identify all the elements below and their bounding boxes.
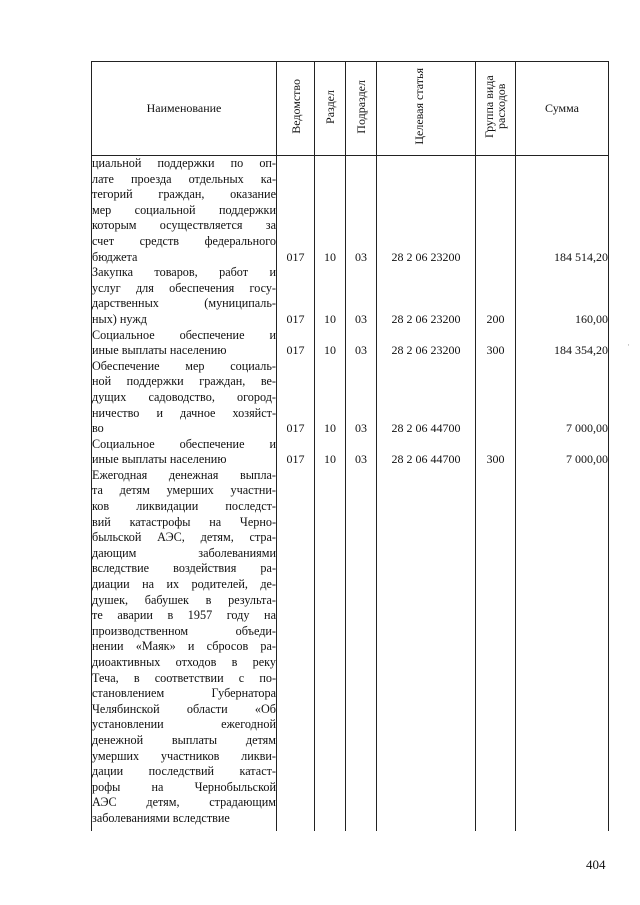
row-subsection: 03 <box>346 328 377 359</box>
header-name: Наименование <box>92 62 277 156</box>
header-section-label: Раздел <box>323 89 337 124</box>
row-name-line: вий катастрофы на Черно- <box>92 514 276 529</box>
row-name-line: Социальное обеспечение и <box>92 436 276 451</box>
row-name-line: Челябинской области «Об <box>92 701 276 716</box>
row-section: 10 <box>315 156 346 266</box>
page-number: 404 <box>586 857 606 872</box>
row-name-line: услуг для обеспечения госу- <box>92 280 276 295</box>
row-name-line: те аварии в 1957 году на <box>92 608 276 623</box>
row-dept: 017 <box>277 156 315 266</box>
row-sum: 160,00 <box>516 265 609 327</box>
header-exp-group-label: Группа вида расходов <box>481 75 508 138</box>
table-row <box>92 359 609 437</box>
spacer-cell <box>346 827 377 831</box>
row-section: 10 <box>315 437 346 468</box>
row-section: 10 <box>315 328 346 359</box>
row-name-line: ной поддержки граждан, ве- <box>92 374 276 389</box>
row-exp-group: 200 <box>476 265 516 327</box>
header-subsection <box>346 62 377 156</box>
row-sum <box>516 468 609 827</box>
row-sum: 184 354,20 <box>516 328 609 359</box>
header-row <box>92 62 609 156</box>
table-row <box>92 328 609 359</box>
table-row <box>92 265 609 327</box>
spacer-cell <box>377 827 476 831</box>
row-name-line: мер социальной поддержки <box>92 202 276 217</box>
row-name-line: производственном объеди- <box>92 623 276 638</box>
row-name-line: вследствие воздействия ра- <box>92 561 276 576</box>
row-name-line: во <box>92 421 104 436</box>
row-subsection: 03 <box>346 437 377 468</box>
row-name-line: душек, бабушек в результа- <box>92 592 276 607</box>
row-name-line: дущих садоводство, огород- <box>92 389 276 404</box>
row-name-line: диоактивных отходов в реку <box>92 655 276 669</box>
row-name-line: ков ликвидации последст- <box>92 499 276 514</box>
header-dept <box>277 62 315 156</box>
row-subsection: 03 <box>346 359 377 437</box>
row-name-line: иные выплаты населению <box>92 452 227 467</box>
row-dept: 017 <box>277 437 315 468</box>
row-name-line: та детям умерших участни- <box>92 483 276 498</box>
row-sum: 184 514,20 <box>516 156 609 266</box>
table-row <box>92 468 609 827</box>
header-exp-group <box>476 62 516 156</box>
row-sum: 7 000,00 <box>516 437 609 468</box>
row-name <box>92 359 277 437</box>
row-name-line: дации последствий катаст- <box>92 764 276 779</box>
row-name <box>92 437 277 468</box>
row-target: 28 2 06 44700 <box>377 437 476 468</box>
row-name-line: дарственных (муниципаль- <box>92 296 276 311</box>
row-name-line: заболеваниями вследствие <box>92 810 230 825</box>
table-body <box>92 156 609 831</box>
row-target: 28 2 06 23200 <box>377 156 476 266</box>
spacer-cell <box>92 827 277 831</box>
margin-mark: · <box>627 340 630 350</box>
row-name-line: Теча, в соответствии с по- <box>92 670 276 685</box>
row-name-line: тегорий граждан, оказание <box>92 187 276 202</box>
row-section <box>315 468 346 827</box>
header-dept-label: Ведомство <box>288 79 303 134</box>
spacer-cell <box>516 827 609 831</box>
header-sum: Сумма <box>516 62 609 156</box>
row-target: 28 2 06 23200 <box>377 265 476 327</box>
row-name-line: денежной выплаты детям <box>92 732 276 747</box>
row-name-line: установлении ежегодной <box>92 717 276 732</box>
header-target <box>377 62 476 156</box>
row-exp-group <box>476 468 516 827</box>
spacer-cell <box>315 827 346 831</box>
row-name-line: ничество и дачное хозяйст- <box>92 405 276 420</box>
row-dept <box>277 468 315 827</box>
table-row <box>92 437 609 468</box>
row-target: 28 2 06 44700 <box>377 359 476 437</box>
row-name-line: ных) нужд <box>92 311 147 326</box>
row-name-line: бюджета <box>92 249 138 264</box>
row-exp-group: 300 <box>476 437 516 468</box>
row-name <box>92 328 277 359</box>
row-name <box>92 265 277 327</box>
row-name-line: рофы на Чернобыльской <box>92 779 276 794</box>
row-name-line: Ежегодная денежная выпла- <box>92 467 276 482</box>
row-name-line: циальной поддержки по оп- <box>92 156 276 170</box>
row-name-line: Обеспечение мер социаль- <box>92 358 276 373</box>
row-subsection <box>346 468 377 827</box>
row-subsection: 03 <box>346 156 377 266</box>
header-target-label: Целевая статья <box>412 68 426 145</box>
row-exp-group <box>476 359 516 437</box>
row-name <box>92 468 277 827</box>
row-name-line: становлением Губернатора <box>92 686 276 701</box>
row-sum: 7 000,00 <box>516 359 609 437</box>
row-dept: 017 <box>277 328 315 359</box>
row-subsection: 03 <box>346 265 377 327</box>
row-name-line: Закупка товаров, работ и <box>92 265 276 280</box>
budget-table <box>91 61 609 831</box>
row-target <box>377 468 476 827</box>
header-section <box>315 62 346 156</box>
table-spacer <box>92 827 609 831</box>
row-name-line: умерших участников ликви- <box>92 748 276 763</box>
row-section: 10 <box>315 359 346 437</box>
spacer-cell <box>476 827 516 831</box>
row-section: 10 <box>315 265 346 327</box>
row-name-line: которым осуществляется за <box>92 218 276 233</box>
row-exp-group: 300 <box>476 328 516 359</box>
row-name-line: диации на их родителей, де- <box>92 577 276 592</box>
row-dept: 017 <box>277 359 315 437</box>
row-name-line: быльской АЭС, детям, стра- <box>92 530 276 545</box>
row-name-line: АЭС детям, страдающим <box>92 795 276 810</box>
row-name-line: нении «Маяк» и сбросов ра- <box>92 639 276 654</box>
row-name-line: дающим заболеваниями <box>92 545 276 560</box>
row-name-line: счет средств федерального <box>92 233 276 248</box>
row-target: 28 2 06 23200 <box>377 328 476 359</box>
table-row <box>92 156 609 266</box>
row-exp-group <box>476 156 516 266</box>
row-name-line: иные выплаты населению <box>92 343 227 358</box>
row-name-line: лате проезда отдельных ка- <box>92 171 276 186</box>
row-name <box>92 156 277 266</box>
row-name-line: Социальное обеспечение и <box>92 327 276 342</box>
header-subsection-label: Подраздел <box>354 79 368 134</box>
row-dept: 017 <box>277 265 315 327</box>
spacer-cell <box>277 827 315 831</box>
